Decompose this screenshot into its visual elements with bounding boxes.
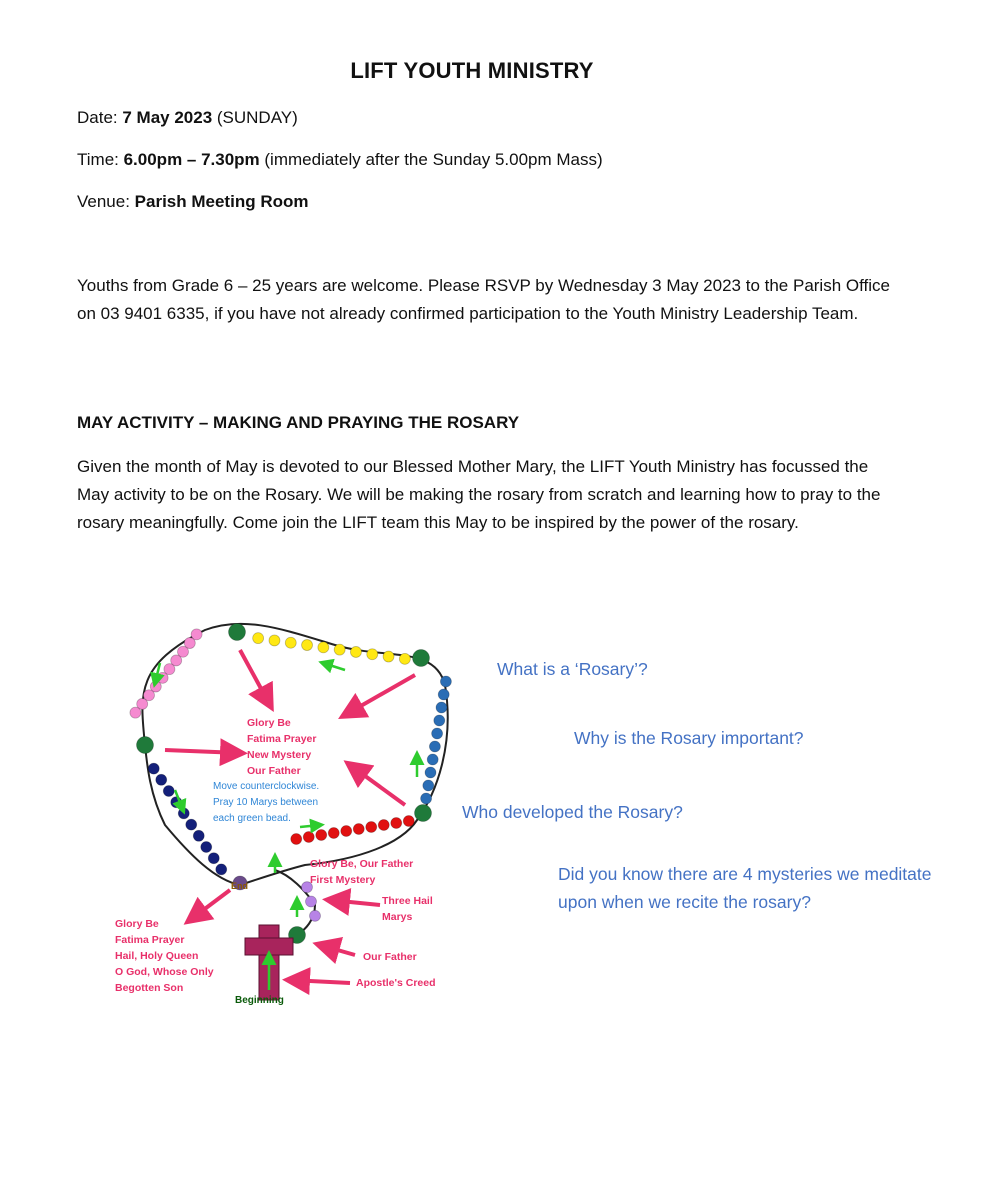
red-bead bbox=[341, 826, 352, 837]
red-bead bbox=[378, 820, 389, 831]
venue-value: Parish Meeting Room bbox=[134, 192, 309, 211]
beginning-label: Beginning bbox=[235, 995, 284, 1006]
question-who-developed: Who developed the Rosary? bbox=[462, 802, 683, 822]
instruction-label: Move counterclockwise. Pray 10 Marys between each green bead. bbox=[213, 781, 320, 824]
yellow-bead bbox=[399, 653, 410, 664]
closing-prayers-label: Glory Be Fatima Prayer Hail, Holy Queen O God, Whose Only Begotten Son bbox=[115, 918, 214, 994]
yellow-bead bbox=[367, 649, 378, 660]
navy-bead bbox=[156, 774, 167, 785]
blue-bead bbox=[425, 767, 436, 778]
venue-label: Venue: bbox=[77, 192, 135, 211]
date-line bbox=[77, 108, 298, 128]
page-title: LIFT YOUTH MINISTRY bbox=[350, 58, 594, 83]
blue-bead bbox=[429, 741, 440, 752]
rosary-chain bbox=[142, 624, 447, 935]
date-label: Date: bbox=[77, 108, 123, 127]
yellow-bead bbox=[350, 646, 361, 657]
date-value: 7 May 2023 bbox=[122, 108, 213, 127]
navy-bead bbox=[148, 763, 159, 774]
time-value: 6.00pm – 7.30pm bbox=[123, 150, 260, 169]
yellow-bead bbox=[383, 651, 394, 662]
red-bead bbox=[303, 832, 314, 843]
red-bead bbox=[328, 828, 339, 839]
green-bead bbox=[229, 624, 246, 641]
time-label: Time: bbox=[77, 150, 124, 169]
apostles-creed-label: Apostle's Creed bbox=[356, 977, 436, 989]
red-bead bbox=[403, 816, 414, 827]
blue-bead bbox=[434, 715, 445, 726]
end-label: End bbox=[231, 881, 248, 891]
blue-bead bbox=[432, 728, 443, 739]
activity-heading: MAY ACTIVITY – MAKING AND PRAYING THE ROSARY bbox=[77, 413, 520, 432]
question-four-mysteries: Did you know there are 4 mysteries we meditate upon when we recite the rosary? bbox=[558, 864, 932, 912]
green-bead bbox=[415, 805, 432, 822]
navy-bead bbox=[208, 853, 219, 864]
yellow-bead bbox=[334, 644, 345, 655]
green-bead bbox=[413, 650, 430, 667]
navy-bead bbox=[201, 842, 212, 853]
yellow-bead bbox=[253, 633, 264, 644]
blue-bead bbox=[440, 676, 451, 687]
time-line bbox=[77, 150, 603, 170]
red-bead bbox=[391, 818, 402, 829]
lavender-bead bbox=[306, 896, 317, 907]
yellow-bead bbox=[302, 640, 313, 651]
yellow-bead bbox=[285, 637, 296, 648]
venue-line bbox=[77, 192, 308, 212]
time-extra: (immediately after the Sunday 5.00pm Mass) bbox=[259, 150, 603, 169]
red-bead bbox=[316, 830, 327, 841]
activity-paragraph: Given the month of May is devoted to our Blessed Mother Mary, the LIFT Youth Ministry has focussed the May activity to be on the Rosary. We will be making the rosary from scratch and learning how to pray to the rosary meaningfully. Come join the LIFT team this May to be inspired by the power of the rosary. bbox=[77, 457, 881, 532]
blue-bead bbox=[421, 793, 432, 804]
red-bead bbox=[353, 824, 364, 835]
navy-bead bbox=[193, 830, 204, 841]
rosary-diagram bbox=[105, 605, 465, 1015]
question-what-is-rosary: What is a ‘Rosary’? bbox=[497, 659, 648, 679]
welcome-paragraph: Youths from Grade 6 – 25 years are welcome. Please RSVP by Wednesday 3 May 2023 to the Parish Office on 03 9401 6335, if you have not already confirmed participation to the Youth Ministry Leadership Team. bbox=[77, 276, 890, 323]
date-extra: (SUNDAY) bbox=[212, 108, 298, 127]
our-father-label: Our Father bbox=[363, 951, 417, 963]
pink-bead bbox=[130, 707, 141, 718]
yellow-bead bbox=[318, 642, 329, 653]
red-bead bbox=[366, 822, 377, 833]
navy-bead bbox=[163, 786, 174, 797]
center-prayer-label: Glory Be Fatima Prayer New Mystery Our Father bbox=[247, 717, 317, 777]
question-why-important: Why is the Rosary important? bbox=[574, 728, 804, 748]
lavender-bead bbox=[310, 910, 321, 921]
yellow-bead bbox=[269, 635, 280, 646]
blue-bead bbox=[436, 702, 447, 713]
green-bead bbox=[137, 737, 154, 754]
first-mystery-label: Glory Be, Our Father First Mystery bbox=[310, 858, 414, 886]
navy-bead bbox=[186, 819, 197, 830]
navy-bead bbox=[216, 864, 227, 875]
blue-bead bbox=[423, 780, 434, 791]
red-bead bbox=[291, 834, 302, 845]
three-hail-marys-label: Three Hail Marys bbox=[382, 895, 433, 923]
blue-bead bbox=[438, 689, 449, 700]
blue-bead bbox=[427, 754, 438, 765]
